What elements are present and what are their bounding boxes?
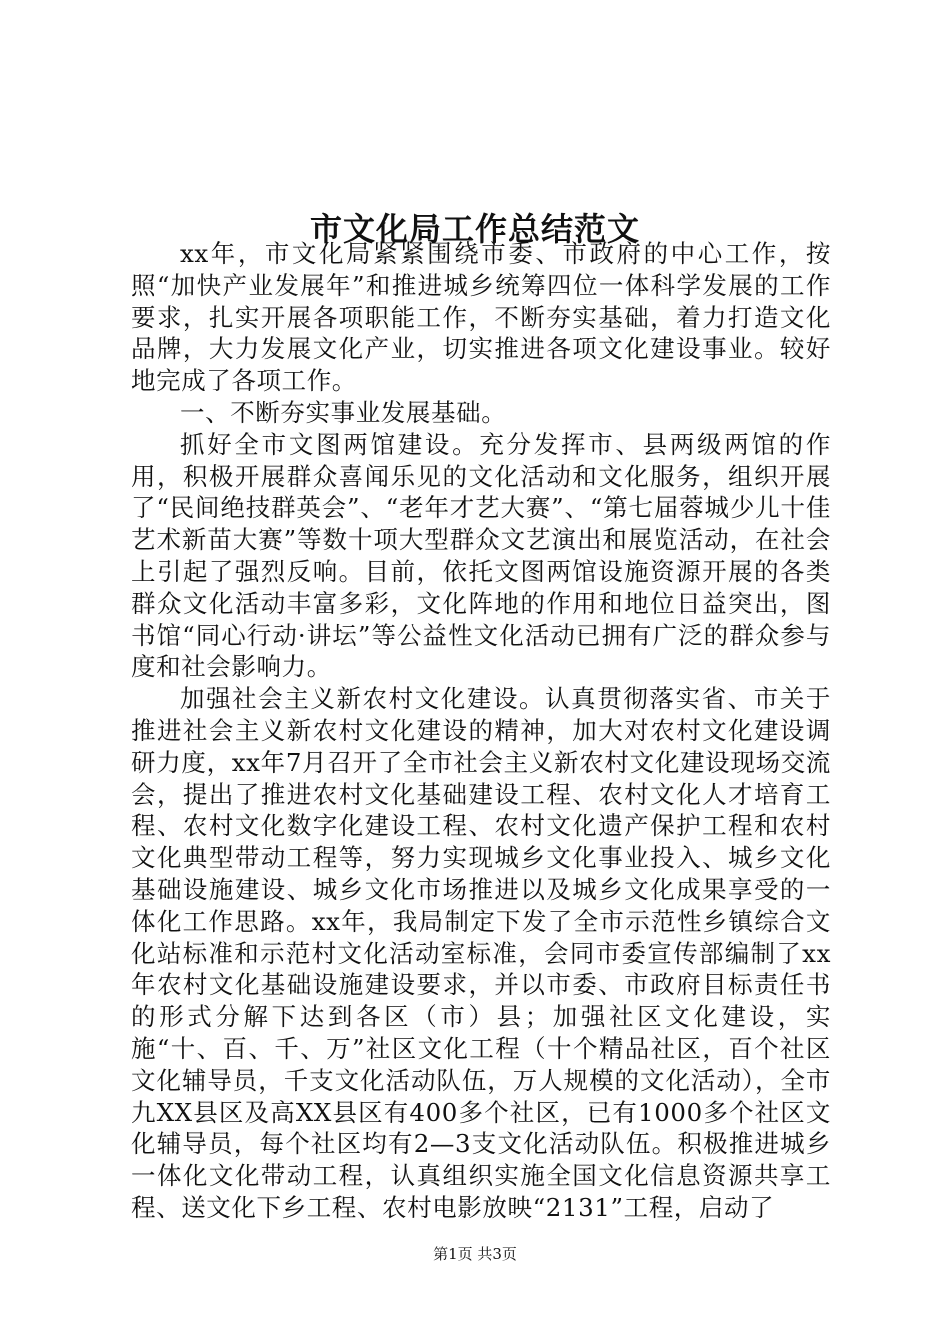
document-title: 市文化局工作总结范文 bbox=[309, 210, 640, 249]
page-footer: 第1页 共3页 bbox=[433, 1245, 517, 1263]
section-heading: 一、不断夯实事业发展基础。 bbox=[180, 397, 507, 427]
paragraph-rural-culture: 加强社会主义新农村文化建设。认真贯彻落实省、市关于推进社会主义新农村文化建设的精神，加大对农村文化建设调研力度，xx年7月召开了全市社会主义新农村文化建设现场交流会，提出了推进农村文化基础建设工程、农村文化人才培育工程、农村文化数字化建设工程、农村文化遗产保护工程和农村文化典型带动工程等，努力实现城乡文化事业投入、城乡文化基础设施建设、城乡文化市场推进以及城乡文化成果享受的一体化工作思路。xx年，我局制定下发了全市示范性乡镇综合文化站标准和示范村文化活动室标准，会同市委宣传部编制了xx年农村文化基础设施建设要求，并以市委、市政府目标责任书的形式分解下达到各区（市）县；加强社区文化建设，实施“十、百、千、万”社区文化工程（十个精品社区，百个社区文化辅导员，千支文化活动队伍，万人规模的文化活动），全市九XX县区及高XX县区有400多个社区，已有1000多个社区文化辅导员，每个社区均有2—3支文化活动队伍。积极推进城乡一体化文化带动工程，认真组织实施全国文化信息资源共享工程、送文化下乡工程、农村电影放映“2131”工程，启动了 bbox=[131, 684, 831, 1222]
paragraph-library-museum: 抓好全市文图两馆建设。充分发挥市、县两级两馆的作用，积极开展群众喜闻乐见的文化活动和文化服务，组织开展了“民间绝技群英会”、“老年才艺大赛”、“第七届蓉城少儿十佳艺术新苗大赛”等数十项大型群众文艺演出和展览活动，在社会上引起了强烈反响。目前，依托文图两馆设施资源开展的各类群众文化活动丰富多彩，文化阵地的作用和地位日益突出，图书馆“同心行动·讲坛”等公益性文化活动已拥有广泛的群众参与度和社会影响力。 bbox=[131, 429, 831, 682]
document-body bbox=[131, 238, 831, 1224]
paragraph-intro: xx年，市文化局紧紧围绕市委、市政府的中心工作，按照“加快产业发展年”和推进城乡统筹四位一体科学发展的工作要求，扎实开展各项职能工作，不断夯实基础，着力打造文化品牌，大力发展文化产业，切实推进各项文化建设事业。较好地完成了各项工作。 bbox=[131, 239, 831, 396]
